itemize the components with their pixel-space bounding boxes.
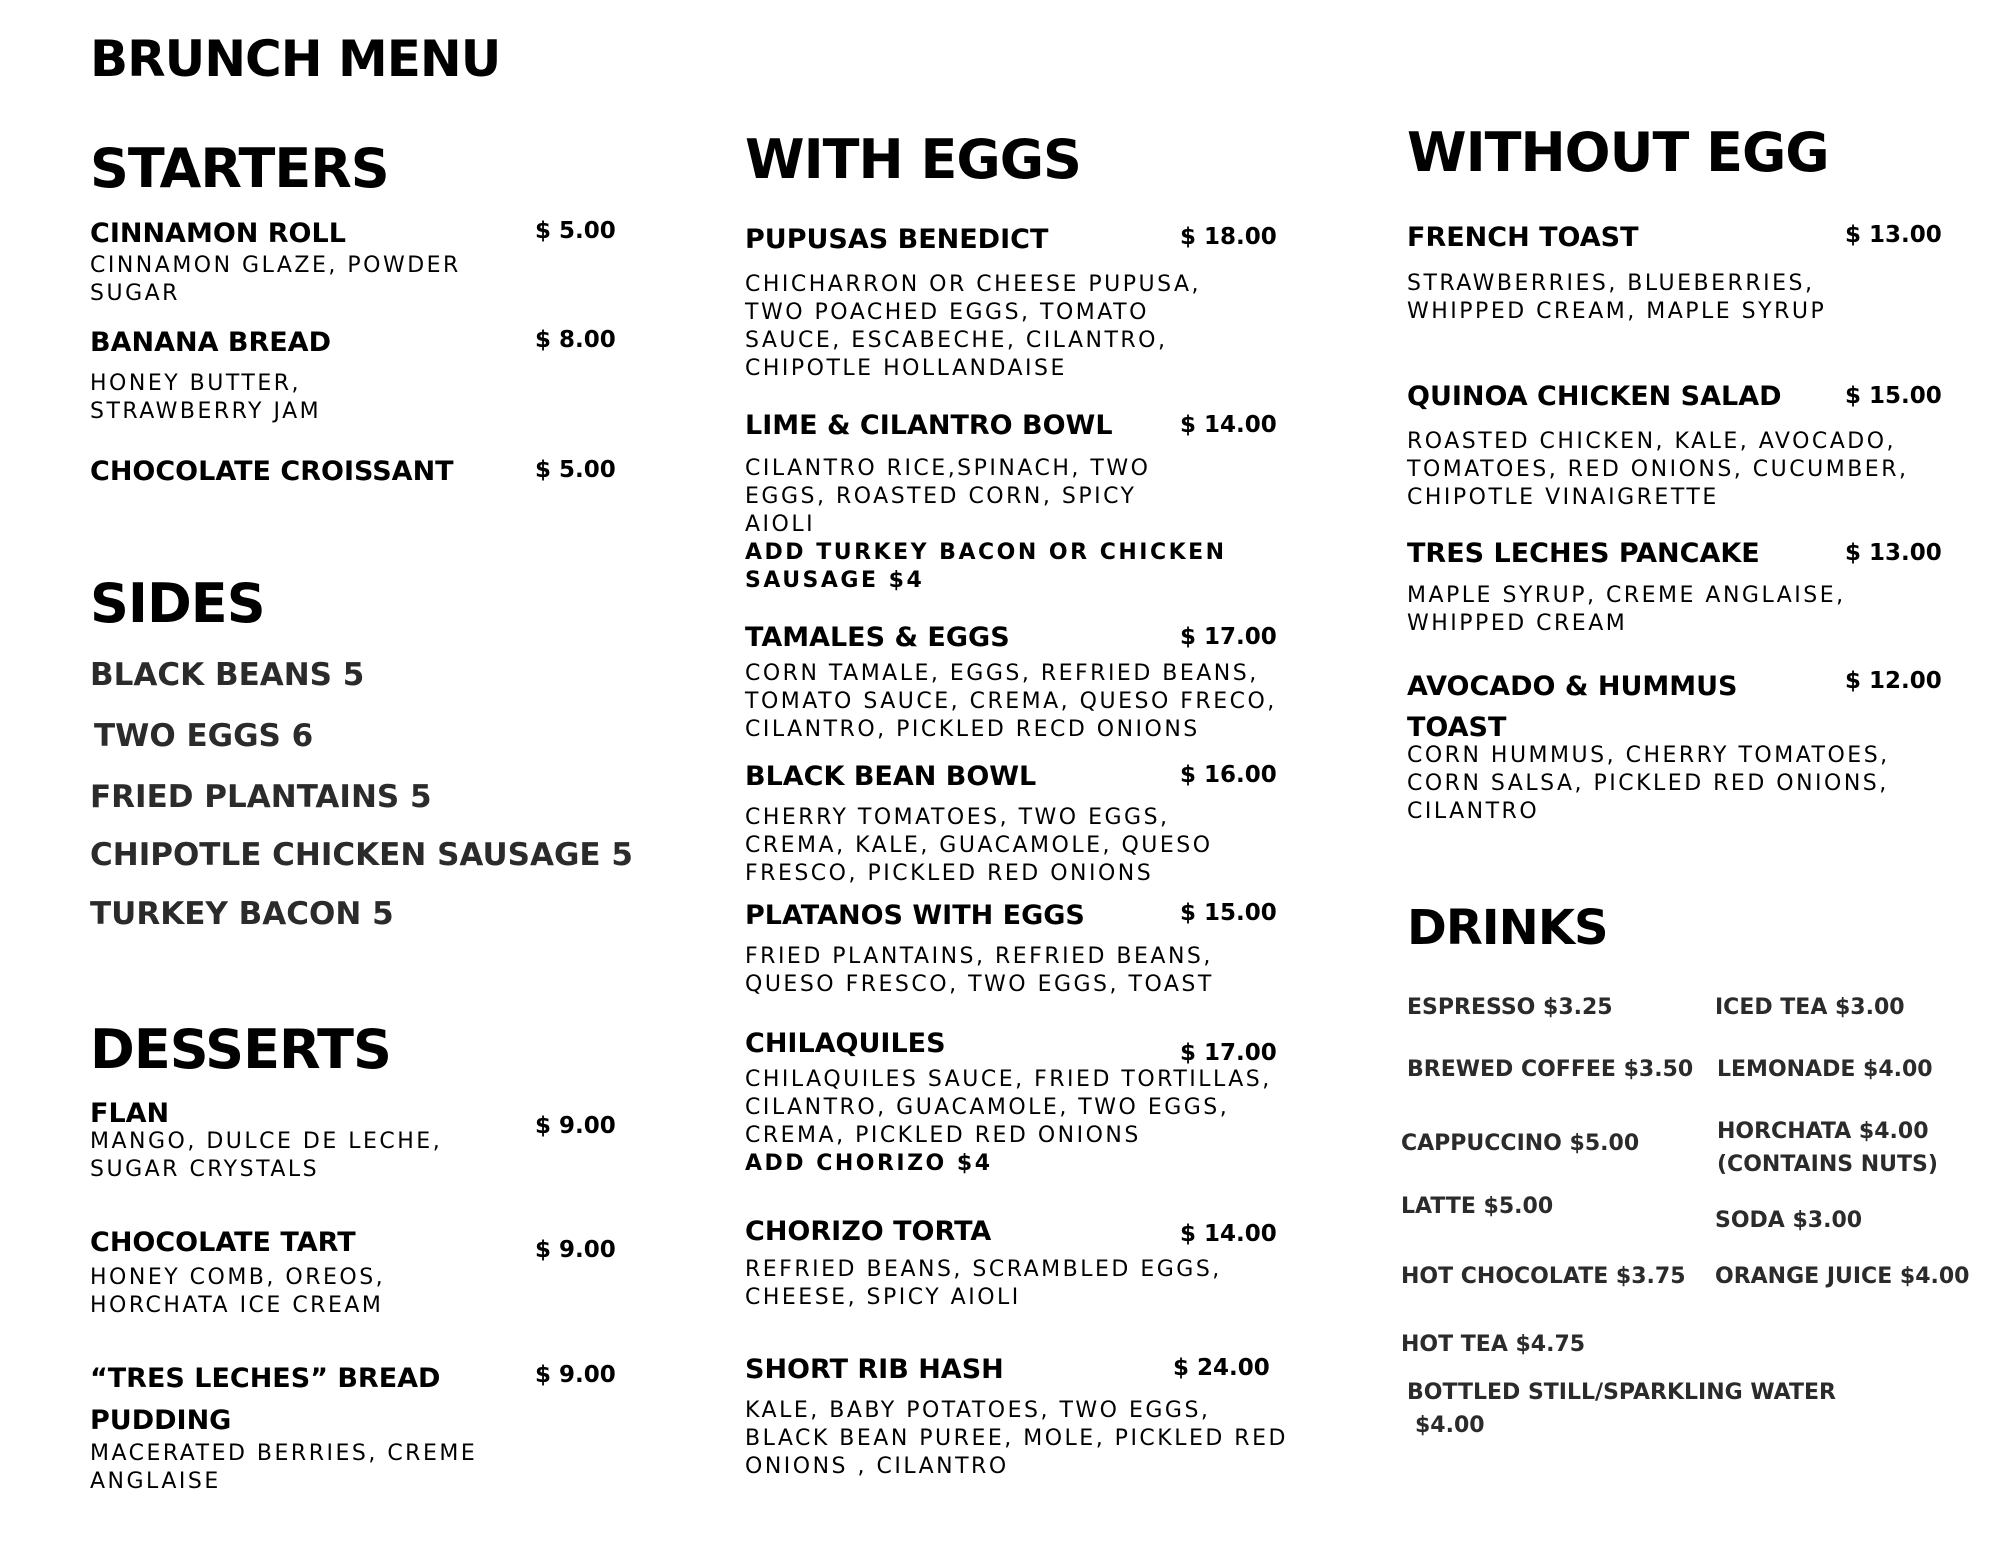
item-name: LIME & CILANTRO BOWL xyxy=(745,410,1113,441)
drink-item: ICED TEA $3.00 xyxy=(1715,995,1905,1020)
item-price: $ 13.00 xyxy=(1845,222,1942,248)
drink-item: HORCHATA $4.00 (CONTAINS NUTS) xyxy=(1717,1119,1938,1177)
starters-heading: STARTERS xyxy=(90,137,389,200)
item-price: $ 14.00 xyxy=(1180,1221,1277,1247)
side-item: TURKEY BACON 5 xyxy=(90,896,394,932)
menu-title: BRUNCH MENU xyxy=(90,30,501,88)
drinks-heading: DRINKS xyxy=(1407,900,1608,956)
item-name: QUINOA CHICKEN SALAD xyxy=(1407,381,1782,412)
sides-heading: SIDES xyxy=(90,572,265,635)
without-egg-heading: WITHOUT EGG xyxy=(1407,121,1829,184)
drink-item: SODA $3.00 xyxy=(1715,1208,1863,1233)
item-description: REFRIED BEANS, SCRAMBLED EGGS, CHEESE, SPICY AIOLI xyxy=(745,1257,1222,1310)
item-price: $ 14.00 xyxy=(1180,412,1277,438)
item-name: TRES LECHES PANCAKE xyxy=(1407,538,1760,569)
side-item: FRIED PLANTAINS 5 xyxy=(90,779,432,815)
item-price: $ 5.00 xyxy=(535,218,616,244)
drink-item: LATTE $5.00 xyxy=(1401,1194,1554,1219)
desserts-heading: DESSERTS xyxy=(90,1018,391,1081)
drink-item: ESPRESSO $3.25 xyxy=(1407,995,1613,1020)
item-addon: ADD CHORIZO $4 xyxy=(745,1151,993,1176)
item-price: $ 9.00 xyxy=(535,1113,616,1139)
side-item: CHIPOTLE CHICKEN SAUSAGE 5 xyxy=(90,837,633,873)
item-description: FRIED PLANTAINS, REFRIED BEANS, QUESO FRESCO, TWO EGGS, TOAST xyxy=(745,944,1214,997)
item-description: CHICHARRON OR CHEESE PUPUSA, TWO POACHED EGGS, TOMATO SAUCE, ESCABECHE, CILANTRO, CHIPOTLE HOLLANDAISE xyxy=(745,272,1201,381)
item-description: CINNAMON GLAZE, POWDER SUGAR xyxy=(90,253,461,306)
item-description: CHILAQUILES SAUCE, FRIED TORTILLAS, CILANTRO, GUACAMOLE, TWO EGGS, CREMA, PICKLED RED ONIONS xyxy=(745,1067,1272,1148)
item-name: CHOCOLATE TART xyxy=(90,1227,356,1258)
item-name: SHORT RIB HASH xyxy=(745,1354,1004,1385)
item-name: BLACK BEAN BOWL xyxy=(745,761,1037,792)
item-price: $ 17.00 xyxy=(1180,1040,1277,1066)
item-name: CINNAMON ROLL xyxy=(90,218,346,249)
drink-item: LEMONADE $4.00 xyxy=(1717,1057,1933,1082)
item-name: PUPUSAS BENEDICT xyxy=(745,224,1049,255)
item-name: “TRES LECHES” BREAD PUDDING xyxy=(90,1363,441,1436)
item-name: TAMALES & EGGS xyxy=(745,622,1010,653)
item-name: FLAN xyxy=(90,1098,170,1129)
item-description: HONEY BUTTER, STRAWBERRY JAM xyxy=(90,371,322,424)
item-price: $ 24.00 xyxy=(1173,1355,1270,1381)
item-name: CHORIZO TORTA xyxy=(745,1216,992,1247)
item-description: CHERRY TOMATOES, TWO EGGS, CREMA, KALE, GUACAMOLE, QUESO FRESCO, PICKLED RED ONIONS xyxy=(745,805,1213,886)
item-description: HONEY COMB, OREOS, HORCHATA ICE CREAM xyxy=(90,1265,386,1318)
drink-item: HOT CHOCOLATE $3.75 xyxy=(1401,1264,1686,1289)
item-addon: ADD TURKEY BACON OR CHICKEN SAUSAGE $4 xyxy=(745,540,1227,593)
item-description: CILANTRO RICE,SPINACH, TWO EGGS, ROASTED CORN, SPICY AIOLI xyxy=(745,456,1151,537)
item-price: $ 9.00 xyxy=(535,1362,616,1388)
item-description: ROASTED CHICKEN, KALE, AVOCADO, TOMATOES, RED ONIONS, CUCUMBER, CHIPOTLE VINAIGRETTE xyxy=(1407,429,1909,510)
item-name: CHOCOLATE CROISSANT xyxy=(90,456,454,487)
drink-item: ORANGE JUICE $4.00 xyxy=(1715,1264,1970,1289)
item-description: CORN TAMALE, EGGS, REFRIED BEANS, TOMATO SAUCE, CREMA, QUESO FRECO, CILANTRO, PICKLED RECD ONIONS xyxy=(745,661,1277,742)
drink-item: BREWED COFFEE $3.50 xyxy=(1407,1057,1694,1082)
item-price: $ 16.00 xyxy=(1180,762,1277,788)
item-description: KALE, BABY POTATOES, TWO EGGS, BLACK BEAN PUREE, MOLE, PICKLED RED ONIONS , CILANTRO xyxy=(745,1398,1288,1479)
item-description: MANGO, DULCE DE LECHE, SUGAR CRYSTALS xyxy=(90,1129,443,1182)
drink-item: CAPPUCCINO $5.00 xyxy=(1401,1131,1640,1156)
item-price: $ 12.00 xyxy=(1845,668,1942,694)
side-item: BLACK BEANS 5 xyxy=(90,657,365,693)
item-name: CHILAQUILES xyxy=(745,1028,946,1059)
side-item: TWO EGGS 6 xyxy=(94,718,314,754)
item-name: FRENCH TOAST xyxy=(1407,222,1639,253)
item-description: MAPLE SYRUP, CREME ANGLAISE, WHIPPED CREAM xyxy=(1407,583,1846,636)
item-price: $ 5.00 xyxy=(535,457,616,483)
with-eggs-heading: WITH EGGS xyxy=(745,128,1081,191)
item-price: $ 8.00 xyxy=(535,327,616,353)
item-name: AVOCADO & HUMMUS TOAST xyxy=(1407,671,1738,743)
item-price: $ 13.00 xyxy=(1845,540,1942,566)
item-price: $ 9.00 xyxy=(535,1237,616,1263)
item-name: BANANA BREAD xyxy=(90,327,331,358)
item-price: $ 15.00 xyxy=(1845,383,1942,409)
item-price: $ 18.00 xyxy=(1180,224,1277,250)
drink-item: HOT TEA $4.75 xyxy=(1401,1332,1586,1357)
item-description: MACERATED BERRIES, CREME ANGLAISE xyxy=(90,1441,478,1494)
item-price: $ 17.00 xyxy=(1180,624,1277,650)
item-price: $ 15.00 xyxy=(1180,900,1277,926)
drink-item: BOTTLED STILL/SPARKLING WATER $4.00 xyxy=(1407,1380,1836,1438)
item-name: PLATANOS WITH EGGS xyxy=(745,900,1085,931)
item-description: STRAWBERRIES, BLUEBERRIES, WHIPPED CREAM, MAPLE SYRUP xyxy=(1407,271,1827,324)
item-description: CORN HUMMUS, CHERRY TOMATOES, CORN SALSA, PICKLED RED ONIONS, CILANTRO xyxy=(1407,743,1890,824)
